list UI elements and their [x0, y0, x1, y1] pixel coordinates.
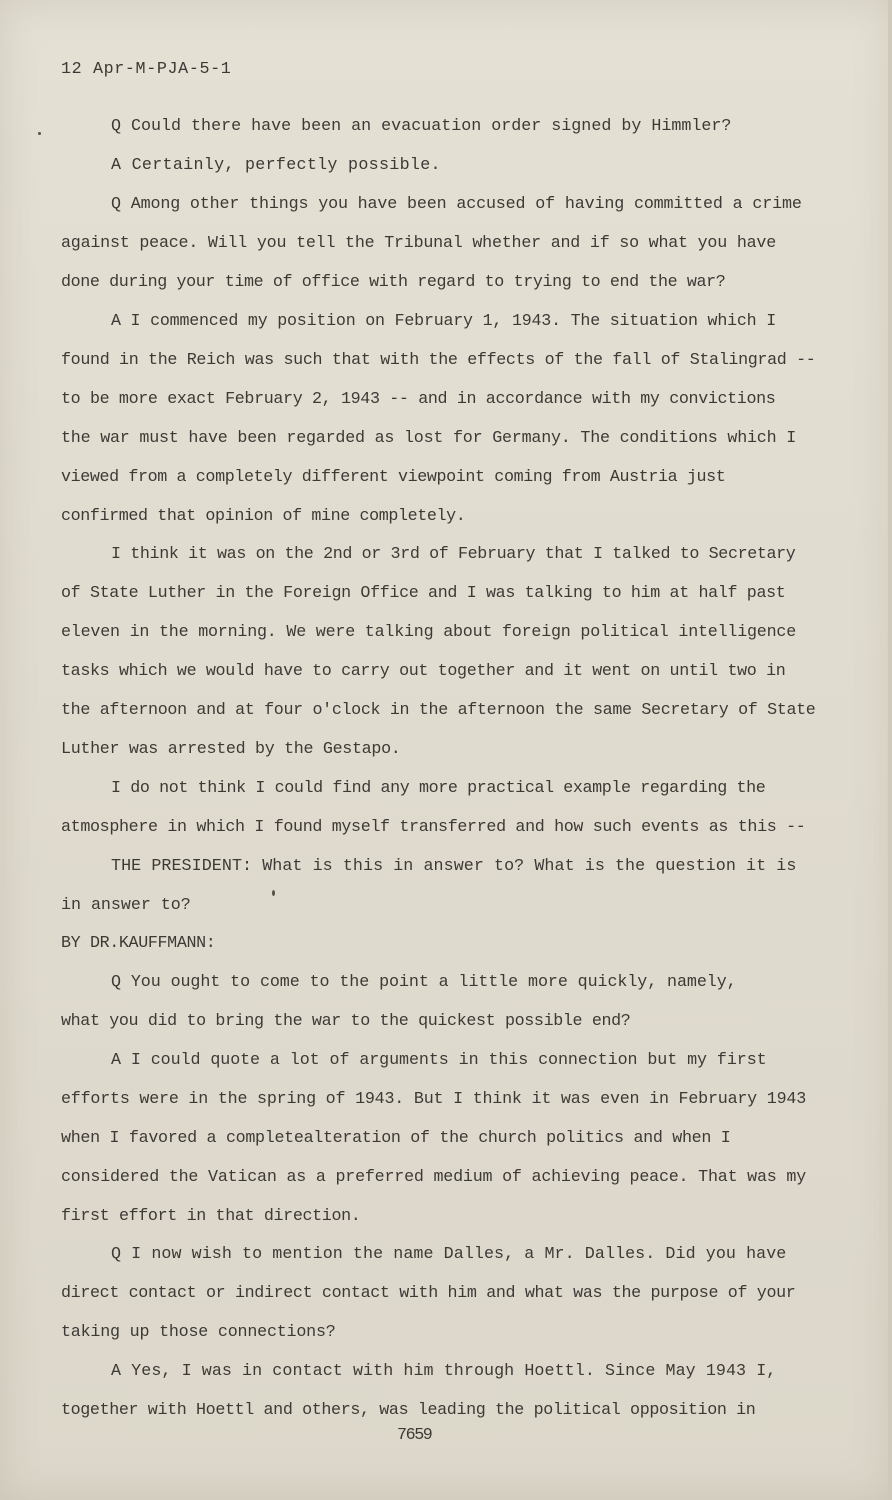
transcript-line: Q Could there have been an evacuation order signed by Himmler?: [111, 117, 732, 136]
stray-mark: [38, 132, 41, 135]
transcript-line: against peace. Will you tell the Tribunal whether and if so what you have: [61, 234, 776, 253]
transcript-line: together with Hoettl and others, was leading the political opposition in: [61, 1401, 756, 1420]
transcript-line: Q You ought to come to the point a little more quickly, namely,: [111, 973, 737, 992]
transcript-line: A I commenced my position on February 1, 1943. The situation which I: [111, 312, 776, 331]
transcript-line: considered the Vatican as a preferred medium of achieving peace. That was my: [61, 1168, 806, 1187]
transcript-line: THE PRESIDENT: What is this in answer to? What is the question it is: [111, 857, 797, 876]
transcript-line: efforts were in the spring of 1943. But I think it was even in February 1943: [61, 1090, 806, 1109]
transcript-line: tasks which we would have to carry out together and it went on until two in: [61, 662, 786, 681]
transcript-line: what you did to bring the war to the quickest possible end?: [61, 1012, 631, 1031]
page-edge: [888, 0, 892, 1500]
transcript-line: the afternoon and at four o'clock in the afternoon the same Secretary of State: [61, 701, 816, 720]
transcript-line: A I could quote a lot of arguments in this connection but my first: [111, 1051, 767, 1070]
transcript-line: in answer to?: [61, 896, 191, 915]
transcript-line: to be more exact February 2, 1943 -- and in accordance with my convictions: [61, 390, 776, 409]
speaker-heading: BY DR.KAUFFMANN:: [61, 934, 216, 953]
transcript-line: first effort in that direction.: [61, 1207, 361, 1226]
transcript-line: Q I now wish to mention the name Dalles, a Mr. Dalles. Did you have: [111, 1245, 787, 1264]
transcript-line: I think it was on the 2nd or 3rd of February that I talked to Secretary: [111, 545, 796, 564]
transcript-line: Q Among other things you have been accused of having committed a crime: [111, 195, 802, 214]
transcript-line: A Certainly, perfectly possible.: [111, 156, 441, 175]
transcript-line: the war must have been regarded as lost for Germany. The conditions which I: [61, 429, 796, 448]
transcript-line: found in the Reich was such that with the effects of the fall of Stalingrad --: [61, 351, 816, 370]
transcript-line: atmosphere in which I found myself transferred and how such events as this --: [61, 818, 806, 837]
page-header: 12 Apr-M-PJA-5-1: [61, 60, 232, 79]
transcript-line: viewed from a completely different viewpoint coming from Austria just: [61, 468, 726, 487]
transcript-line: done during your time of office with regard to trying to end the war?: [61, 273, 726, 292]
transcript-line: when I favored a completealteration of the church politics and when I: [61, 1129, 731, 1148]
stray-mark: [272, 890, 275, 896]
page-number: 7659: [397, 1426, 432, 1445]
transcript-line: of State Luther in the Foreign Office and I was talking to him at half past: [61, 584, 786, 603]
transcript-line: eleven in the morning. We were talking about foreign political intelligence: [61, 623, 796, 642]
transcript-line: direct contact or indirect contact with him and what was the purpose of your: [61, 1284, 796, 1303]
transcript-line: confirmed that opinion of mine completely.: [61, 507, 466, 526]
transcript-line: Luther was arrested by the Gestapo.: [61, 740, 401, 759]
transcript-line: A Yes, I was in contact with him through Hoettl. Since May 1943 I,: [111, 1362, 777, 1381]
transcript-line: I do not think I could find any more practical example regarding the: [111, 779, 766, 798]
transcript-line: taking up those connections?: [61, 1323, 336, 1342]
